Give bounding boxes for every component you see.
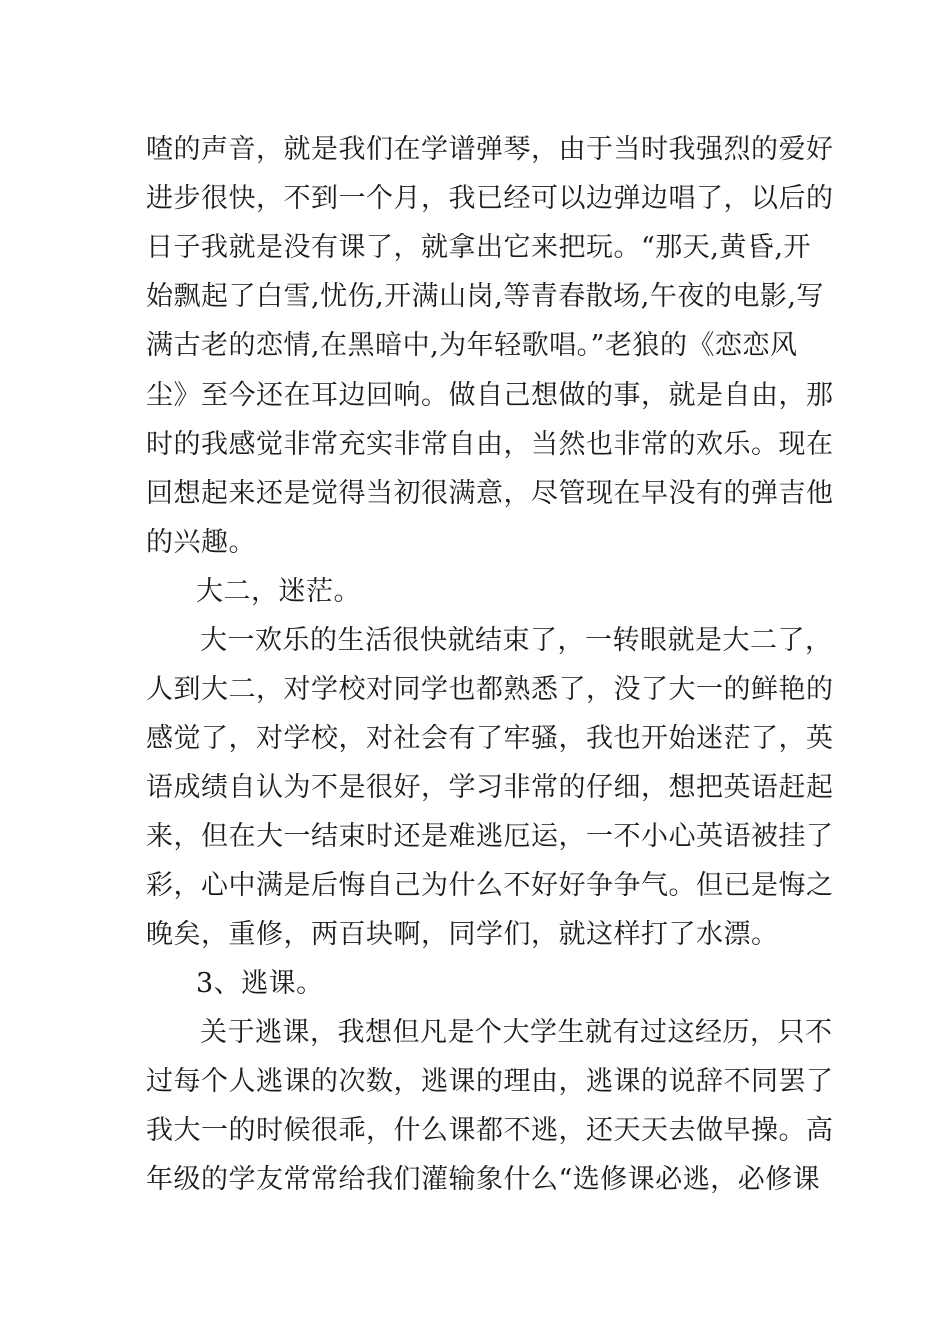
text-line: 满古老的恋情,在黑暗中,为年轻歌唱。”老狼的《恋恋风 bbox=[146, 330, 798, 361]
section-heading: 3、逃课。 bbox=[196, 968, 324, 999]
text-line: 感觉了，对学校，对社会有了牢骚，我也开始迷茫了，英 bbox=[146, 723, 834, 754]
text-line: 进步很快，不到一个月，我已经可以边弹边唱了，以后的 bbox=[146, 183, 834, 214]
text-line: 的兴趣。 bbox=[146, 527, 256, 558]
section-heading: 大二，迷茫。 bbox=[196, 576, 361, 607]
text-line: 尘》至今还在耳边回响。做自己想做的事，就是自由，那 bbox=[146, 380, 834, 411]
text-line: 喳的声音，就是我们在学谱弹琴，由于当时我强烈的爱好 bbox=[146, 134, 834, 165]
text-line: 回想起来还是觉得当初很满意，尽管现在早没有的弹吉他 bbox=[146, 478, 834, 509]
paragraph-first-line: 大一欢乐的生活很快就结束了，一转眼就是大二了， bbox=[200, 625, 833, 656]
paragraph-first-line: 关于逃课，我想但凡是个大学生就有过这经历，只不 bbox=[200, 1017, 833, 1048]
text-line: 年级的学友常常给我们灌输象什么“选修课必逃，必修课 bbox=[146, 1164, 821, 1195]
text-line: 来，但在大一结束时还是难逃厄运，一不小心英语被挂了 bbox=[146, 821, 834, 852]
text-line: 彩，心中满是后悔自己为什么不好好争争气。但已是悔之 bbox=[146, 870, 834, 901]
text-line: 我大一的时候很乖，什么课都不逃，还天天去做早操。高 bbox=[146, 1115, 834, 1146]
text-line: 人到大二，对学校对同学也都熟悉了，没了大一的鲜艳的 bbox=[146, 674, 834, 705]
text-line: 时的我感觉非常充实非常自由，当然也非常的欢乐。现在 bbox=[146, 429, 834, 460]
text-line: 始飘起了白雪,忧伤,开满山岗,等青春散场,午夜的电影,写 bbox=[146, 281, 824, 312]
text-line: 语成绩自认为不是很好，学习非常的仔细，想把英语赶起 bbox=[146, 772, 834, 803]
text-line: 日子我就是没有课了，就拿出它来把玩。“那天,黄昏,开 bbox=[146, 232, 811, 263]
text-line: 过每个人逃课的次数，逃课的理由，逃课的说辞不同罢了 bbox=[146, 1066, 834, 1097]
text-line: 晚矣，重修，两百块啊，同学们，就这样打了水漂。 bbox=[146, 919, 779, 950]
